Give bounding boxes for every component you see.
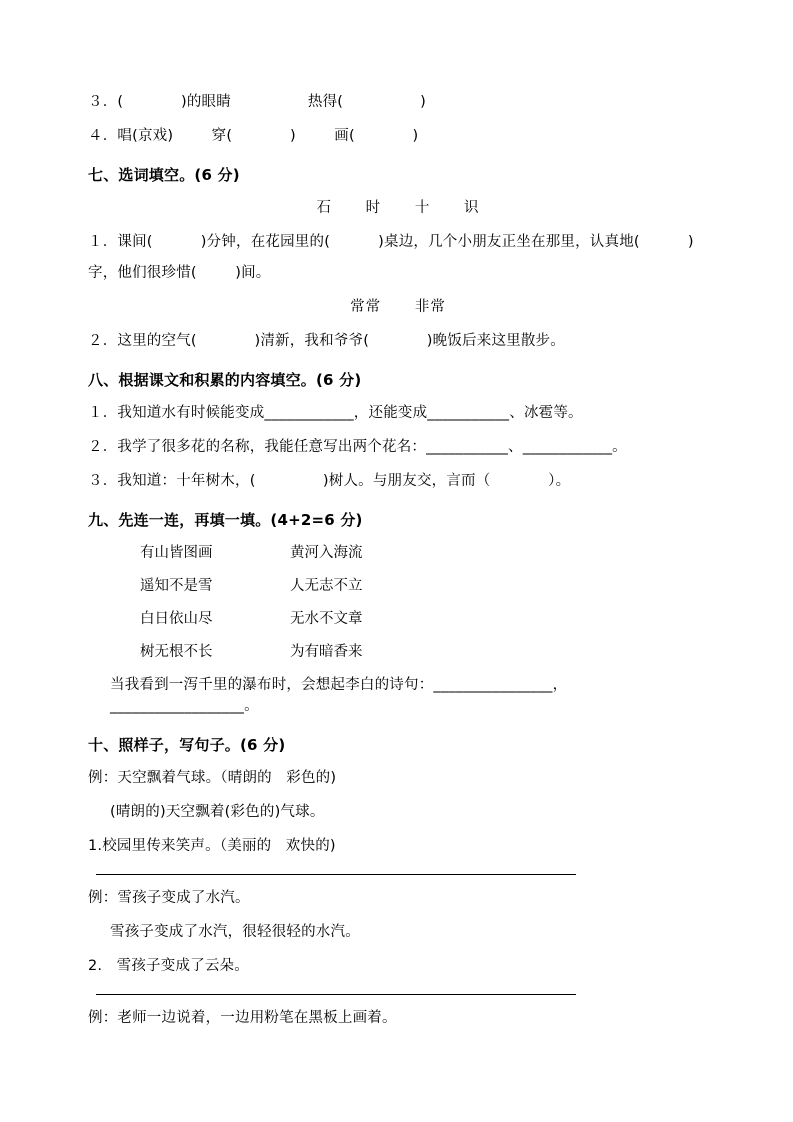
section-10-example-2-prompt: 例：雪孩子变成了水汽。	[88, 890, 250, 907]
section-10-heading: 十、照样子，写句子。(6 分)	[88, 736, 286, 755]
match-row	[88, 609, 708, 630]
section-9-fill-sentence: 当我看到一泻千里的瀑布时，会想起李白的诗句：________________，__________________。	[110, 677, 568, 715]
section-8-item-1: １．我知道水有时候能变成____________，还能变成___________、冰雹等。	[88, 405, 583, 422]
match-left-item: 白日依山尽	[140, 611, 213, 628]
section-10-example-1-prompt: 例：天空飘着气球。（晴朗的 彩色的)	[88, 770, 337, 787]
answer-line	[96, 994, 576, 995]
match-left-item: 有山皆图画	[140, 545, 213, 562]
match-row	[88, 642, 708, 663]
match-left-item: 遥知不是雪	[140, 578, 213, 595]
section-7-item-2: ２．这里的空气( )清新，我和爷爷( )晚饭后来这里散步。	[88, 333, 565, 350]
match-right-item: 无水不文章	[290, 611, 363, 628]
section-7-item-1-line-1: １．课间( )分钟，在花园里的( )桌边，几个小朋友正坐在那里，认真地( )	[88, 234, 694, 251]
section-10-example-3-prompt: 例：老师一边说着，一边用粉笔在黑板上画着。	[88, 1010, 397, 1027]
match-right-item: 人无志不立	[290, 578, 363, 595]
section-10-example-1-answer: (晴朗的)天空飘着(彩色的)气球。	[110, 804, 325, 821]
question-6-item-4: ４．唱(京戏) 穿( ) 画( )	[88, 128, 419, 145]
match-left-item: 树无根不长	[140, 644, 213, 661]
worksheet-content	[88, 92, 708, 1042]
section-10-question-1: 1.校园里传来笑声。（美丽的 欢快的)	[88, 838, 336, 855]
section-10-question-2: 2. 雪孩子变成了云朵。	[88, 958, 249, 975]
section-7-wordbank-1: 石 时 十 识	[316, 200, 480, 217]
section-7-wordbank-2: 常常 非常	[350, 299, 446, 316]
match-right-item: 黄河入海流	[290, 545, 363, 562]
question-6-item-3: ３．( )的眼睛 热得( )	[88, 94, 426, 110]
section-10-example-2-answer: 雪孩子变成了水汽，很轻很轻的水汽。	[110, 924, 360, 941]
section-9-heading: 九、先连一连，再填一填。(4+2=6 分)	[88, 511, 363, 530]
match-row	[88, 543, 708, 564]
answer-line	[96, 874, 576, 875]
match-right-item: 为有暗香来	[290, 644, 363, 661]
section-7-heading: 七、选词填空。(6 分)	[88, 166, 240, 185]
section-7-item-1-line-2: 字，他们很珍惜( )间。	[88, 265, 271, 282]
match-row	[88, 576, 708, 597]
section-8-item-3: ３．我知道：十年树木，( )树人。与朋友交，言而（ ）。	[88, 473, 571, 490]
section-8-heading: 八、根据课文和积累的内容填空。(6 分)	[88, 371, 362, 390]
section-8-item-2: ２．我学了很多花的名称，我能任意写出两个花名：___________、____________。	[88, 439, 627, 456]
